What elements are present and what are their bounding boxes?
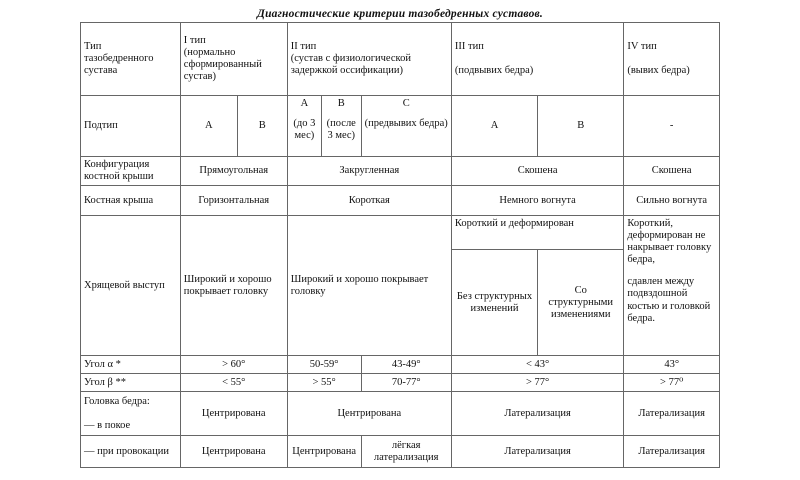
provocation-type2c: лёгкая латерализация	[361, 436, 451, 468]
cartilage-row-top	[81, 216, 720, 250]
type-1-header	[180, 23, 287, 96]
roof-row	[81, 186, 720, 216]
config-type4: Скошена	[624, 157, 720, 186]
type-1-name: I тип	[183, 34, 206, 46]
alpha-type2ab: 50-59°	[287, 356, 361, 374]
roof-type1: Горизонтальная	[180, 186, 287, 216]
beta-type1: < 55°	[180, 374, 287, 392]
subtype-1b: B	[237, 96, 287, 157]
cartilage-type2: Широкий и хорошо покрывает головку	[287, 216, 451, 356]
head-provocation-row	[81, 436, 720, 468]
alpha-type1: > 60°	[180, 356, 287, 374]
cartilage-type3-common: Короткий и деформирован	[451, 216, 623, 250]
alpha-type2c: 43-49°	[361, 356, 451, 374]
type-2-desc: (сустав с физиологической задержкой оссификации)	[290, 52, 411, 77]
subtype-2c: C (предвывих бедра)	[361, 96, 451, 157]
beta-type4: > 77⁰	[624, 374, 720, 392]
cartilage-type1: Широкий и хорошо покрывает головку	[180, 216, 287, 356]
provocation-type4: Латерализация	[624, 436, 720, 468]
criteria-table	[80, 22, 720, 468]
type-header-row	[81, 23, 720, 96]
roof-type4: Сильно вогнута	[624, 186, 720, 216]
subtype-1a: A	[180, 96, 237, 157]
beta-label: Угол β **	[81, 374, 181, 392]
beta-type2ab: > 55°	[287, 374, 361, 392]
subtype-4: -	[624, 96, 720, 157]
type-4-header	[624, 23, 720, 96]
alpha-type4: 43°	[624, 356, 720, 374]
config-type2: Закругленная	[287, 157, 451, 186]
type-label-cell: Тип тазобедренного сустава	[81, 23, 181, 96]
provocation-type1: Центрирована	[180, 436, 287, 468]
type-3-header	[451, 23, 623, 96]
roof-label: Костная крыша	[81, 186, 181, 216]
config-label: Конфигурация костной крыши	[81, 157, 181, 186]
subtype-2b: B (после 3 мес)	[322, 96, 361, 157]
roof-type2: Короткая	[287, 186, 451, 216]
provocation-label: — при провокации	[81, 436, 181, 468]
beta-type2c: 70-77°	[361, 374, 451, 392]
type-2-header	[287, 23, 451, 96]
cartilage-label: Хрящевой выступ	[81, 216, 181, 356]
table-title: Диагностические критерии тазобедренных суставов.	[257, 8, 543, 20]
cartilage-type4: Короткий, деформирован не накрывает головку бедра, сдавлен между подвздошной костью и головкой бедра.	[624, 216, 720, 356]
head-rest-type3: Латерализация	[451, 392, 623, 436]
provocation-type2ab: Центрирована	[287, 436, 361, 468]
subtype-row	[81, 96, 720, 157]
subtype-label: Подтип	[81, 96, 181, 157]
beta-type3: > 77°	[451, 374, 623, 392]
type-1-desc: (нормально сформированный сустав)	[183, 46, 262, 83]
cartilage-type3b: Со структурными изменениями	[538, 250, 624, 356]
type-3-desc: (подвывих бедра)	[454, 65, 534, 76]
type-4-name: IV тип	[627, 40, 657, 52]
head-rest-type4: Латерализация	[624, 392, 720, 436]
subtype-3b: B	[538, 96, 624, 157]
config-type3: Скошена	[451, 157, 623, 186]
head-rest-row	[81, 392, 720, 436]
beta-row	[81, 374, 720, 392]
provocation-type3: Латерализация	[451, 436, 623, 468]
type-4-desc: (вывих бедра)	[627, 65, 690, 76]
type-2-name: II тип	[290, 40, 317, 52]
type-3-name: III тип	[454, 40, 484, 52]
subtype-2a: A (до 3 мес)	[287, 96, 321, 157]
subtype-3a: A	[451, 96, 537, 157]
alpha-label: Угол α *	[81, 356, 181, 374]
head-rest-type1: Центрирована	[180, 392, 287, 436]
roof-type3: Немного вогнута	[451, 186, 623, 216]
head-rest-label: Головка бедра: — в покое	[81, 392, 181, 436]
config-row	[81, 157, 720, 186]
alpha-row	[81, 356, 720, 374]
cartilage-type3a: Без структурных изменений	[451, 250, 537, 356]
config-type1: Прямоугольная	[180, 157, 287, 186]
head-rest-type2: Центрирована	[287, 392, 451, 436]
alpha-type3: < 43°	[451, 356, 623, 374]
